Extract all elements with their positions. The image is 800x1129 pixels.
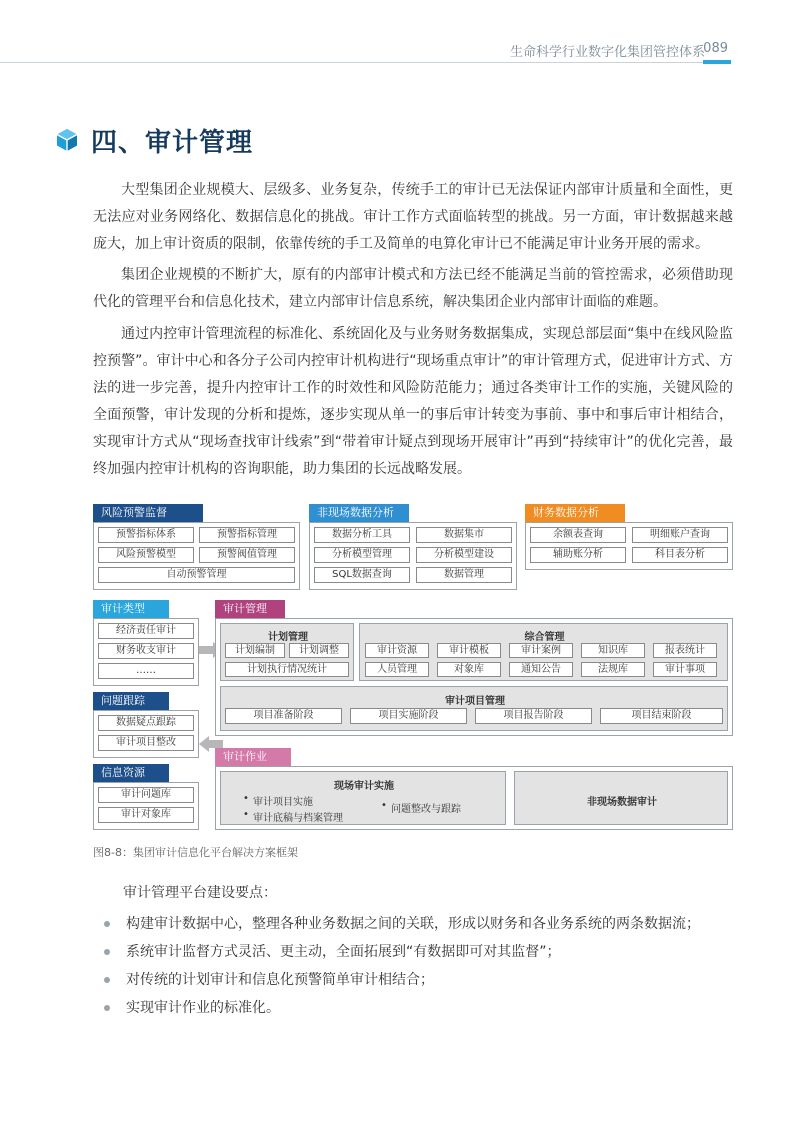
risk-warning-panel — [93, 522, 300, 590]
list-item — [104, 994, 700, 1022]
info-resources-panel — [93, 782, 199, 830]
page-number: 089 — [703, 41, 728, 56]
paragraph-2: 集团企业规模的不断扩大，原有的内部审计模式和方法已经不能满足当前的管控需求，必须借助现代化的管理平台和信息化技术，建立内部审计信息系统，解决集团企业内部审计面临的难题。 — [93, 267, 733, 310]
project-stage: 项目结束阶段 — [600, 708, 723, 724]
audit-platform-diagram — [93, 500, 733, 830]
offsite-audit-group — [514, 771, 728, 825]
bullet-dot-icon: • — [243, 793, 249, 804]
plan-item: 计划编制 — [225, 643, 285, 658]
key-points-list — [104, 910, 700, 1022]
finance-item: 科目表分析 — [632, 547, 728, 563]
bullet-dot-icon — [104, 977, 110, 983]
general-item: 审计模板 — [437, 643, 501, 658]
bullet-dot-icon — [104, 949, 110, 955]
plan-item: 计划执行情况统计 — [225, 662, 349, 677]
offsite-analysis-tag: 非现场数据分析 — [309, 504, 409, 522]
offsite-item: 分析模型管理 — [314, 547, 410, 563]
offsite-item: 分析模型建设 — [416, 547, 512, 563]
list-item — [104, 966, 700, 994]
general-management-title: 综合管理 — [524, 632, 565, 643]
general-item: 通知公告 — [509, 662, 573, 677]
issue-item: 数据疑点跟踪 — [98, 715, 194, 731]
bullet-dot-icon: • — [243, 809, 249, 820]
finance-analysis-tag: 财务数据分析 — [525, 504, 625, 522]
offsite-item: SQL数据查询 — [314, 567, 410, 583]
list-item-text: 对传统的计划审计和信息化预警简单审计相结合； — [126, 972, 434, 988]
risk-item: 自动预警管理 — [98, 567, 295, 583]
list-item — [104, 938, 700, 966]
header-accent-bar — [703, 60, 731, 64]
offsite-audit-title: 非现场数据审计 — [587, 797, 657, 808]
finance-item: 辅助账分析 — [530, 547, 626, 563]
info-item: 审计对象库 — [98, 807, 194, 823]
general-item: 对象库 — [437, 662, 501, 677]
general-item: 知识库 — [581, 643, 645, 658]
general-item: 审计事项 — [653, 662, 717, 677]
audit-management-tag: 审计管理 — [215, 600, 285, 618]
audit-work-tag: 审计作业 — [215, 748, 291, 766]
bullet-dot-icon — [104, 1005, 110, 1011]
project-stage: 项目实施阶段 — [350, 708, 467, 724]
bullet-dot-icon — [104, 921, 110, 927]
onsite-audit-title: 现场审计实施 — [334, 781, 394, 792]
onsite-item: 审计项目实施 — [253, 797, 313, 808]
finance-analysis-panel — [525, 522, 733, 570]
issue-item: 审计项目整改 — [98, 735, 194, 751]
audit-type-item: …… — [98, 663, 194, 679]
offsite-analysis-panel — [309, 522, 517, 590]
finance-item: 余额表查询 — [530, 527, 626, 543]
section-title: 四、审计管理 — [91, 128, 254, 158]
list-item-text: 系统审计监督方式灵活、更主动，全面拓展到“有数据即可对其监督”； — [126, 944, 561, 960]
issue-tracking-panel — [93, 710, 199, 758]
header-rule — [0, 62, 703, 63]
audit-type-item: 经济责任审计 — [98, 623, 194, 639]
plan-management-group — [220, 623, 354, 681]
onsite-item: 审计底稿与档案管理 — [253, 813, 343, 824]
issue-tracking-tag: 问题跟踪 — [93, 692, 169, 710]
general-item: 法规库 — [581, 662, 645, 677]
figure-caption: 图8-8：集团审计信息化平台解决方案框架 — [93, 846, 298, 859]
offsite-item: 数据分析工具 — [314, 527, 410, 543]
info-resources-tag: 信息资源 — [93, 764, 169, 782]
onsite-audit-group — [220, 771, 506, 825]
plan-management-title: 计划管理 — [268, 632, 308, 643]
project-management-group — [220, 686, 728, 731]
general-item: 审计案例 — [509, 643, 573, 658]
hexagon-cube-icon — [55, 128, 79, 152]
audit-management-panel — [215, 618, 733, 736]
audit-type-item: 财务收支审计 — [98, 643, 194, 659]
plan-item: 计划调整 — [289, 643, 349, 658]
audit-type-panel — [93, 618, 199, 686]
offsite-item: 数据管理 — [416, 567, 512, 583]
risk-item: 预警指标体系 — [98, 527, 194, 543]
project-management-title: 审计项目管理 — [445, 696, 505, 707]
bullet-dot-icon: • — [381, 800, 387, 811]
risk-item: 预警阀值管理 — [199, 547, 295, 563]
audit-type-tag: 审计类型 — [93, 600, 169, 618]
offsite-item: 数据集市 — [416, 527, 512, 543]
finance-item: 明细账户查询 — [632, 527, 728, 543]
general-management-group — [359, 623, 728, 681]
onsite-item: 问题整改与跟踪 — [391, 804, 461, 815]
risk-item: 风险预警模型 — [98, 547, 194, 563]
paragraph-3: 通过内控审计管理流程的标准化、系统固化及与业务财务数据集成，实现总部层面“集中在线风险监控预警”。审计中心和各分子公司内控审计机构进行“现场重点审计”的审计管理方式，促进审计方式、方法的进一步完善，提升内控审计工作的时效性和风险防范能力；通过各类审计工作的实施，关键风险的全面预警，审计发现的分析和提炼，逐步实现从单一的事后审计转变为事前、事中和事后审计相结合，实现审计方式从“现场查找审计线索”到“带着审计疑点到现场开展审计”再到“持续审计”的优化完善，最终加强内控审计机构的咨询职能，助力集团的长远战略发展。 — [93, 326, 733, 477]
general-item: 审计资源 — [365, 643, 429, 658]
general-item: 报表统计 — [653, 643, 717, 658]
project-stage: 项目报告阶段 — [475, 708, 592, 724]
list-item-text: 构建审计数据中心，整理各种业务数据之间的关联，形成以财务和各业务系统的两条数据流； — [126, 916, 700, 932]
general-item: 人员管理 — [365, 662, 429, 677]
info-item: 审计问题库 — [98, 787, 194, 803]
audit-work-panel — [215, 766, 733, 830]
key-points-lead: 审计管理平台建设要点： — [123, 885, 277, 901]
list-item-text: 实现审计作业的标准化。 — [126, 1000, 280, 1016]
risk-warning-tag: 风险预警监督 — [93, 504, 203, 522]
paragraph-1: 大型集团企业规模大、层级多、业务复杂，传统手工的审计已无法保证内部审计质量和全面性，更无法应对业务网络化、数据信息化的挑战。审计工作方式面临转型的挑战。另一方面，审计数据越来越庞大，加上审计资质的限制，依靠传统的手工及简单的电算化审计已不能满足审计业务开展的需求。 — [93, 182, 733, 252]
risk-item: 预警指标管理 — [199, 527, 295, 543]
running-header-title: 生命科学行业数字化集团管控体系 — [509, 45, 705, 60]
list-item — [104, 910, 700, 938]
project-stage: 项目准备阶段 — [225, 708, 342, 724]
